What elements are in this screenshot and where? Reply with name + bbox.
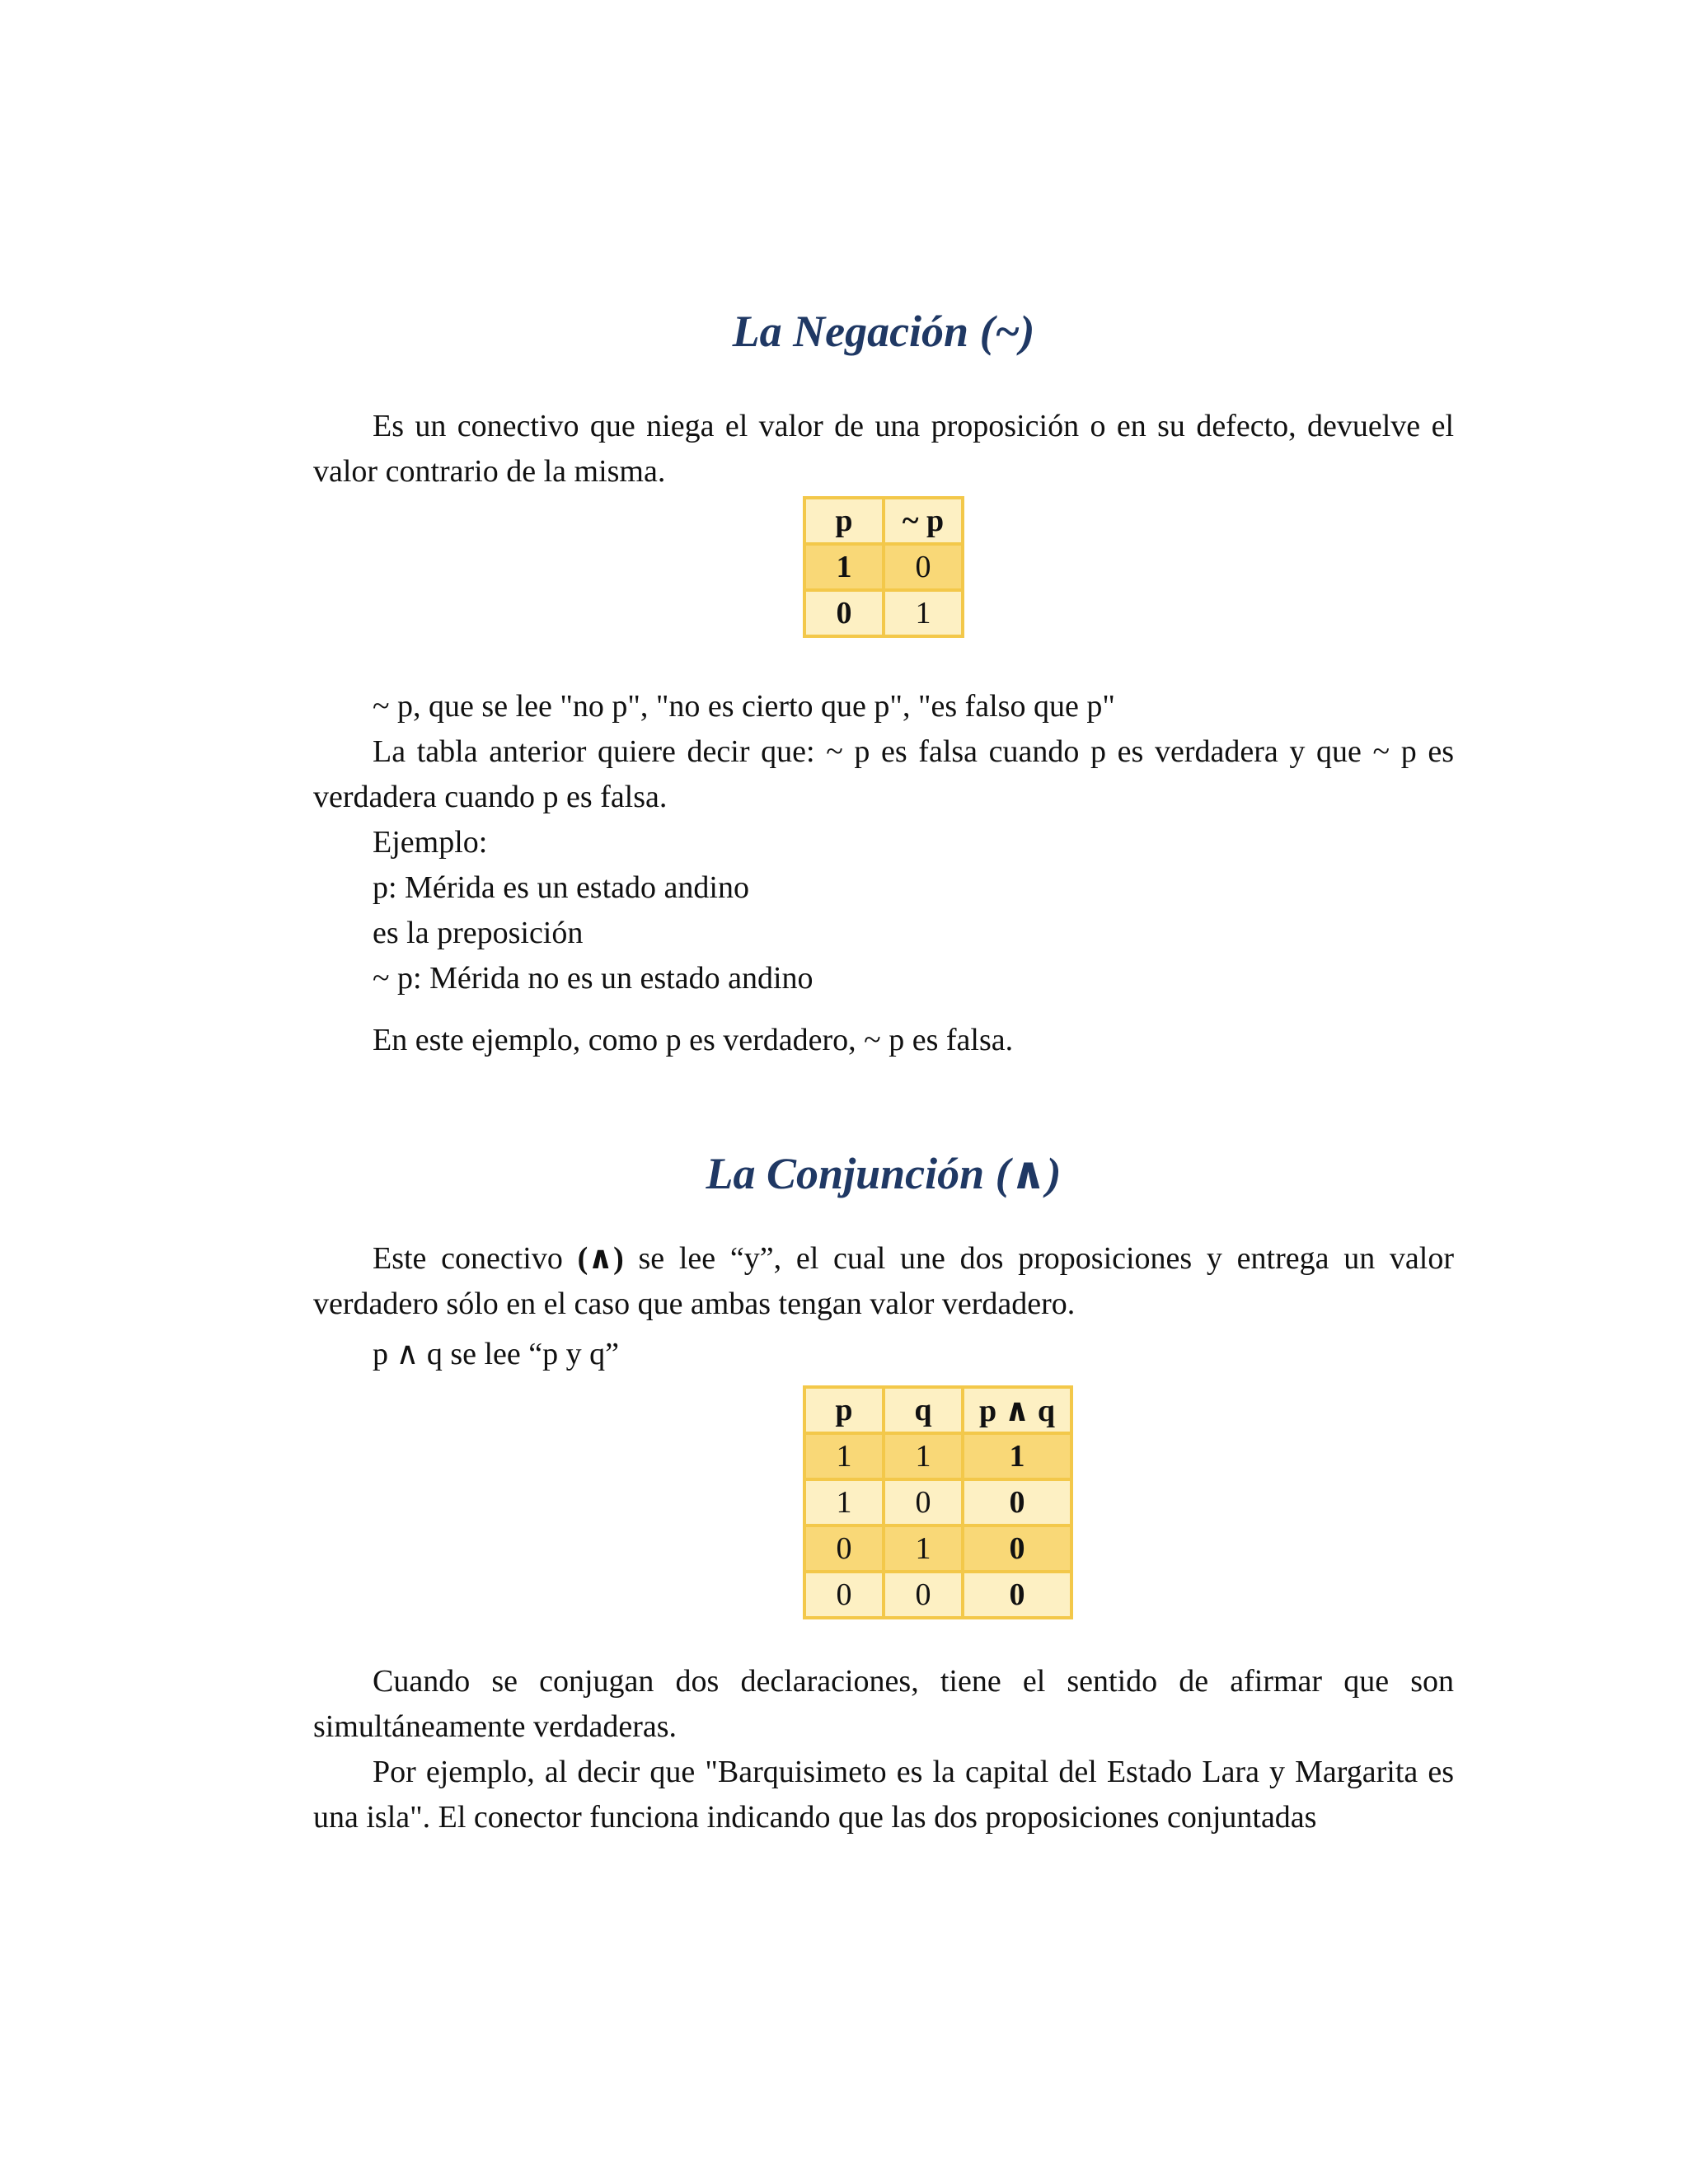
table-row xyxy=(804,1433,1071,1479)
table-row xyxy=(804,590,963,636)
negation-heading: La Negación (~) xyxy=(732,307,1035,356)
table-row xyxy=(804,1572,1071,1618)
conjunction-paragraph-2: Por ejemplo, al decir que "Barquisimeto es la capital del Estado Lara y Margarita es una isla". El conector funciona indicando que las dos proposiciones conjuntadas xyxy=(313,1755,1454,1835)
table-cell: 1 xyxy=(884,1433,963,1479)
table-cell: 0 xyxy=(963,1479,1071,1526)
table-header-cell: q xyxy=(884,1387,963,1433)
table-cell: 1 xyxy=(804,1433,884,1479)
conjunction-intro-after: se lee “y”, el cual une dos proposiciones y entrega un valor verdadero sólo en el caso que ambas tengan valor verdadero. xyxy=(313,1241,1454,1321)
table-header-row xyxy=(804,1387,1071,1433)
negation-explanation: La tabla anterior quiere decir que: ~ p es falsa cuando p es verdadera y que ~ p es verdadera cuando p es falsa. xyxy=(313,734,1454,814)
table-row xyxy=(804,1479,1071,1526)
conjunction-reading: p ∧ q se lee “p y q” xyxy=(373,1337,619,1371)
example-proposition-p: p: Mérida es un estado andino xyxy=(373,870,749,905)
conjunction-paragraph-1: Cuando se conjugan dos declaraciones, tiene el sentido de afirmar que son simultáneamente verdaderas. xyxy=(313,1664,1454,1744)
table-header-cell: p xyxy=(804,498,884,544)
negation-intro: Es un conectivo que niega el valor de una proposición o en su defecto, devuelve el valor contrario de la misma. xyxy=(313,409,1454,489)
table-cell: 1 xyxy=(963,1433,1071,1479)
table-cell: 0 xyxy=(804,1572,884,1618)
table-cell: 1 xyxy=(804,544,884,590)
table-cell: 0 xyxy=(884,544,963,590)
negation-truth-table xyxy=(803,496,964,638)
table-cell: 1 xyxy=(884,590,963,636)
conjunction-symbol: (∧) xyxy=(577,1241,624,1276)
table-cell: 0 xyxy=(963,1572,1071,1618)
table-header-row xyxy=(804,498,963,544)
conjunction-intro-before: Este conectivo xyxy=(373,1241,578,1276)
table-cell: 0 xyxy=(884,1479,963,1526)
example-label: Ejemplo: xyxy=(373,825,488,860)
negation-conclusion: En este ejemplo, como p es verdadero, ~ p es falsa. xyxy=(373,1023,1014,1057)
table-row xyxy=(804,1526,1071,1572)
table-header-cell: ~ p xyxy=(884,498,963,544)
table-header-cell: p ∧ q xyxy=(963,1387,1071,1433)
example-note: es la preposición xyxy=(373,916,584,950)
table-header-cell: p xyxy=(804,1387,884,1433)
table-cell: 1 xyxy=(804,1479,884,1526)
table-cell: 0 xyxy=(884,1572,963,1618)
table-cell: 0 xyxy=(963,1526,1071,1572)
document-page xyxy=(313,305,1454,1840)
conjunction-intro xyxy=(313,1236,1454,1327)
conjunction-heading: La Conjunción (∧) xyxy=(706,1149,1062,1198)
example-proposition-not-p: ~ p: Mérida no es un estado andino xyxy=(373,961,814,996)
conjunction-truth-table xyxy=(803,1385,1073,1619)
table-cell: 0 xyxy=(804,1526,884,1572)
negation-reading: ~ p, que se lee "no p", "no es cierto que p", "es falso que p" xyxy=(373,689,1115,724)
table-cell: 1 xyxy=(884,1526,963,1572)
table-row xyxy=(804,544,963,590)
table-cell: 0 xyxy=(804,590,884,636)
